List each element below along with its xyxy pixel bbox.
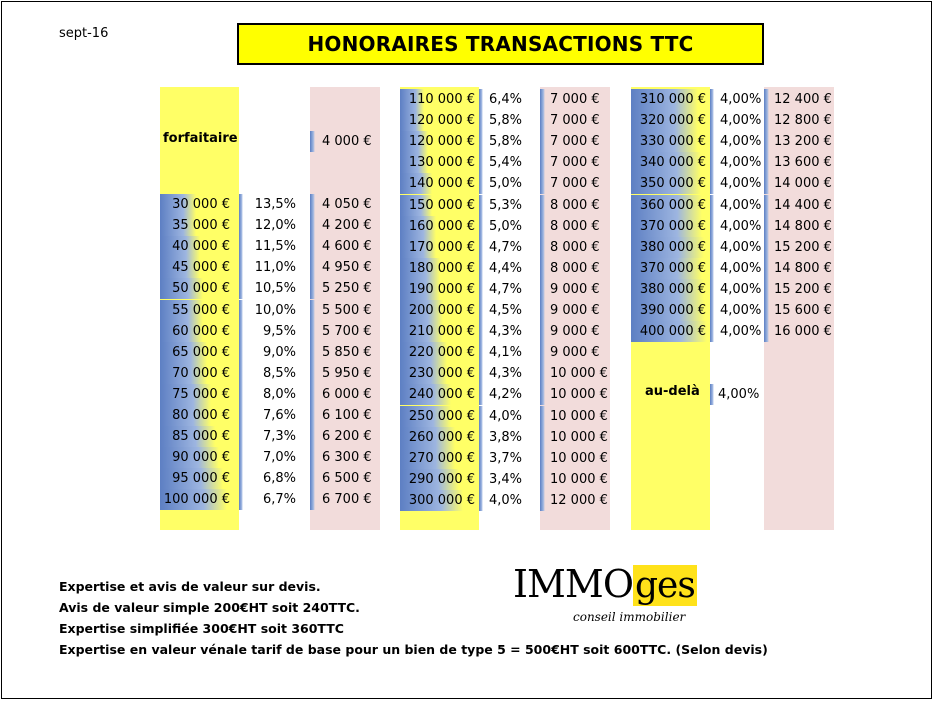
rate-cell: 10,5% [239, 278, 310, 299]
price-cell: 95 000 € [160, 468, 239, 489]
rate-cell: 8,0% [239, 384, 310, 405]
price-cell: 390 000 € [631, 300, 710, 321]
fee-cell: 16 000 € [764, 321, 834, 342]
fee-cell: 15 600 € [764, 300, 834, 321]
fee-cell: 6 700 € [310, 489, 380, 510]
rate-cell: 3,4% [479, 469, 540, 490]
fee-cell: 9 000 € [540, 279, 610, 300]
rate-cell: 4,00% [710, 216, 764, 237]
rate-cell: 9,0% [239, 342, 310, 363]
fee-cell: 7 000 € [540, 152, 610, 173]
fee-cell: 10 000 € [540, 448, 610, 469]
price-cell: 170 000 € [400, 237, 479, 258]
price-cell: 160 000 € [400, 216, 479, 237]
forfait-fee: 4 000 € [310, 131, 380, 152]
beyond-label: au-delà [645, 384, 700, 399]
price-cell: 200 000 € [400, 300, 479, 321]
rate-cell: 4,0% [479, 490, 540, 511]
rate-cell: 4,00% [710, 110, 764, 131]
fee-cell: 5 500 € [310, 300, 380, 321]
fee-cell: 9 000 € [540, 300, 610, 321]
price-cell: 380 000 € [631, 279, 710, 300]
price-cell: 85 000 € [160, 426, 239, 447]
fee-cell: 13 600 € [764, 152, 834, 173]
rate-cell: 9,5% [239, 321, 310, 342]
fee-cell: 8 000 € [540, 258, 610, 279]
price-cell: 100 000 € [160, 489, 239, 510]
fee-cell: 14 800 € [764, 258, 834, 279]
price-cell: 350 000 € [631, 173, 710, 194]
fee-cell: 12 400 € [764, 89, 834, 110]
fee-cell: 15 200 € [764, 237, 834, 258]
fee-cell: 6 100 € [310, 405, 380, 426]
fee-cell: 7 000 € [540, 89, 610, 110]
fee-cell: 8 000 € [540, 216, 610, 237]
forfait-label: forfaitaire [163, 131, 238, 146]
fee-cell: 6 000 € [310, 384, 380, 405]
price-cell: 290 000 € [400, 469, 479, 490]
price-cell: 300 000 € [400, 490, 479, 511]
rate-cell: 4,2% [479, 384, 540, 405]
price-cell: 360 000 € [631, 195, 710, 216]
rate-cell: 4,00% [710, 152, 764, 173]
fee-cell: 9 000 € [540, 321, 610, 342]
logo-main-text: IMMO [513, 562, 633, 606]
fee-cell: 12 000 € [540, 490, 610, 511]
note-line: Expertise et avis de valeur sur devis. [59, 579, 321, 594]
price-cell: 250 000 € [400, 406, 479, 427]
rate-cell: 5,8% [479, 131, 540, 152]
price-cell: 50 000 € [160, 278, 239, 299]
rate-cell: 4,00% [710, 237, 764, 258]
logo-accent-text: ges [634, 565, 695, 606]
immoges-logo [513, 562, 695, 634]
fee-cell: 14 000 € [764, 173, 834, 194]
rate-cell: 3,8% [479, 427, 540, 448]
rate-cell: 4,00% [710, 89, 764, 110]
rate-cell: 5,4% [479, 152, 540, 173]
rate-cell: 11,5% [239, 236, 310, 257]
price-cell: 75 000 € [160, 384, 239, 405]
price-cell: 120 000 € [400, 110, 479, 131]
fee-cell: 6 300 € [310, 447, 380, 468]
price-cell: 190 000 € [400, 279, 479, 300]
fee-cell: 4 050 € [310, 194, 380, 215]
rate-cell: 5,0% [479, 216, 540, 237]
price-cell: 70 000 € [160, 363, 239, 384]
price-cell: 230 000 € [400, 363, 479, 384]
rate-cell: 12,0% [239, 215, 310, 236]
fee-cell: 10 000 € [540, 427, 610, 448]
rate-cell: 4,5% [479, 300, 540, 321]
price-cell: 55 000 € [160, 300, 239, 321]
fee-cell: 5 850 € [310, 342, 380, 363]
price-cell: 40 000 € [160, 236, 239, 257]
rate-cell: 4,0% [479, 406, 540, 427]
logo-tagline: conseil immobilier [573, 610, 686, 624]
price-cell: 110 000 € [400, 89, 479, 110]
price-cell: 340 000 € [631, 152, 710, 173]
rate-cell: 13,5% [239, 194, 310, 215]
price-cell: 80 000 € [160, 405, 239, 426]
rate-cell: 4,00% [710, 173, 764, 194]
fee-cell: 9 000 € [540, 342, 610, 363]
price-cell: 330 000 € [631, 131, 710, 152]
rate-cell: 4,00% [710, 195, 764, 216]
price-cell: 140 000 € [400, 173, 479, 194]
fee-cell: 5 950 € [310, 363, 380, 384]
note-line: Avis de valeur simple 200€HT soit 240TTC. [59, 600, 360, 615]
rate-cell: 4,00% [710, 321, 764, 342]
price-cell: 130 000 € [400, 152, 479, 173]
rate-cell: 10,0% [239, 300, 310, 321]
price-cell: 210 000 € [400, 321, 479, 342]
rate-cell: 4,1% [479, 342, 540, 363]
price-cell: 180 000 € [400, 258, 479, 279]
rate-cell: 4,4% [479, 258, 540, 279]
price-cell: 30 000 € [160, 194, 239, 215]
rate-cell: 4,3% [479, 321, 540, 342]
price-cell: 320 000 € [631, 110, 710, 131]
rate-cell: 7,6% [239, 405, 310, 426]
price-cell: 260 000 € [400, 427, 479, 448]
price-cell: 380 000 € [631, 237, 710, 258]
rate-cell: 4,00% [710, 131, 764, 152]
price-cell: 45 000 € [160, 257, 239, 278]
fee-cell: 13 200 € [764, 131, 834, 152]
rate-cell: 6,4% [479, 89, 540, 110]
price-cell: 120 000 € [400, 131, 479, 152]
rate-cell: 6,8% [239, 468, 310, 489]
fee-cell: 8 000 € [540, 195, 610, 216]
fee-cell: 4 200 € [310, 215, 380, 236]
price-cell: 60 000 € [160, 321, 239, 342]
fee-cell: 14 400 € [764, 195, 834, 216]
rate-cell: 8,5% [239, 363, 310, 384]
rate-cell: 4,7% [479, 279, 540, 300]
rate-cell: 4,00% [710, 279, 764, 300]
rate-cell: 6,7% [239, 489, 310, 510]
fee-cell: 8 000 € [540, 237, 610, 258]
fee-cell: 4 600 € [310, 236, 380, 257]
price-cell: 35 000 € [160, 215, 239, 236]
fee-cell: 7 000 € [540, 110, 610, 131]
rate-cell: 5,3% [479, 195, 540, 216]
date-label: sept-16 [59, 26, 109, 41]
rate-cell: 11,0% [239, 257, 310, 278]
fee-cell: 10 000 € [540, 363, 610, 384]
fee-cell: 15 200 € [764, 279, 834, 300]
rate-cell: 4,3% [479, 363, 540, 384]
price-cell: 220 000 € [400, 342, 479, 363]
rate-cell: 3,7% [479, 448, 540, 469]
rate-cell: 5,0% [479, 173, 540, 194]
price-cell: 370 000 € [631, 258, 710, 279]
page-title: HONORAIRES TRANSACTIONS TTC [237, 23, 764, 65]
fee-cell: 10 000 € [540, 406, 610, 427]
rate-cell: 4,00% [710, 300, 764, 321]
price-cell: 240 000 € [400, 384, 479, 405]
fee-cell: 6 500 € [310, 468, 380, 489]
fee-cell: 5 700 € [310, 321, 380, 342]
fee-cell: 7 000 € [540, 173, 610, 194]
beyond-rate: 4,00% [710, 384, 764, 405]
price-cell: 310 000 € [631, 89, 710, 110]
price-cell: 400 000 € [631, 321, 710, 342]
fee-cell: 5 250 € [310, 278, 380, 299]
price-cell: 150 000 € [400, 195, 479, 216]
price-cell: 90 000 € [160, 447, 239, 468]
rate-cell: 5,8% [479, 110, 540, 131]
fee-cell: 10 000 € [540, 384, 610, 405]
price-cell: 370 000 € [631, 216, 710, 237]
rate-cell: 4,7% [479, 237, 540, 258]
price-cell: 270 000 € [400, 448, 479, 469]
note-line: Expertise en valeur vénale tarif de base pour un bien de type 5 = 500€HT soit 600TTC. (Selon devis) [59, 642, 768, 657]
fee-cell: 4 950 € [310, 257, 380, 278]
fee-cell: 6 200 € [310, 426, 380, 447]
fee-cell: 12 800 € [764, 110, 834, 131]
price-cell: 65 000 € [160, 342, 239, 363]
rate-cell: 7,0% [239, 447, 310, 468]
fee-cell: 7 000 € [540, 131, 610, 152]
fee-cell: 14 800 € [764, 216, 834, 237]
rate-cell: 4,00% [710, 258, 764, 279]
rate-cell: 7,3% [239, 426, 310, 447]
fee-cell: 10 000 € [540, 469, 610, 490]
note-line: Expertise simplifiée 300€HT soit 360TTC [59, 621, 344, 636]
